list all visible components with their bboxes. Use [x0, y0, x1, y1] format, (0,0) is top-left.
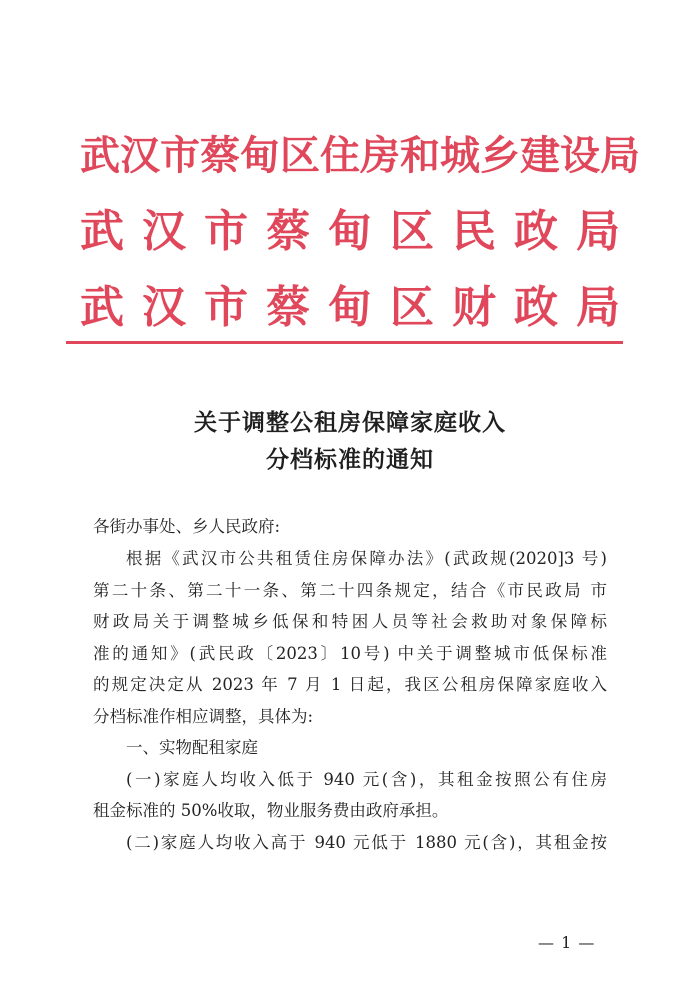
body-line: 的规定决定从 2023 年 7 月 1 日起，我区公租房保障家庭收入 [93, 675, 607, 694]
body-line: 分档标准作相应调整，具体为: [93, 706, 314, 726]
issuing-agency-housing: 武汉市蔡甸区住房和城乡建设局 [80, 132, 640, 179]
document-title-line-1: 关于调整公租房保障家庭收入 [194, 409, 506, 436]
red-header-rule [66, 341, 623, 344]
page-number: — 1 — [538, 933, 596, 952]
body-line: (一)家庭人均收入低于 940 元(含)，其租金按照公有住房 [126, 769, 607, 789]
issuing-agency-finance: 武汉市蔡甸区财政局 [80, 282, 620, 333]
body-line: (二)家庭人均收入高于 940 元低于 1880 元(含)，其租金按 [126, 832, 607, 852]
body-line: 租金标准的 50%收取，物业服务费由政府承担。 [93, 801, 449, 820]
body-paragraph [93, 543, 607, 858]
body-line: 第二十条、第二十一条、第二十四条规定，结合《市民政局 市 [93, 580, 607, 600]
salutation-text: 各街办事处、乡人民政府: [93, 517, 281, 536]
body-line: 根据《武汉市公共租赁住房保障办法》(武政规(2020]3 号) [126, 549, 607, 568]
salutation [93, 511, 607, 543]
body-line: 准的通知》(武民政〔2023〕10号) 中关于调整城市低保标准 [93, 643, 607, 663]
section-heading: 一、实物配租家庭 [126, 738, 258, 757]
issuing-agency-civil-affairs: 武汉市蔡甸区民政局 [80, 206, 620, 257]
document-title-line-2: 分档标准的通知 [266, 446, 434, 473]
body-line: 财政局关于调整城乡低保和特困人员等社会救助对象保障标 [93, 612, 607, 631]
